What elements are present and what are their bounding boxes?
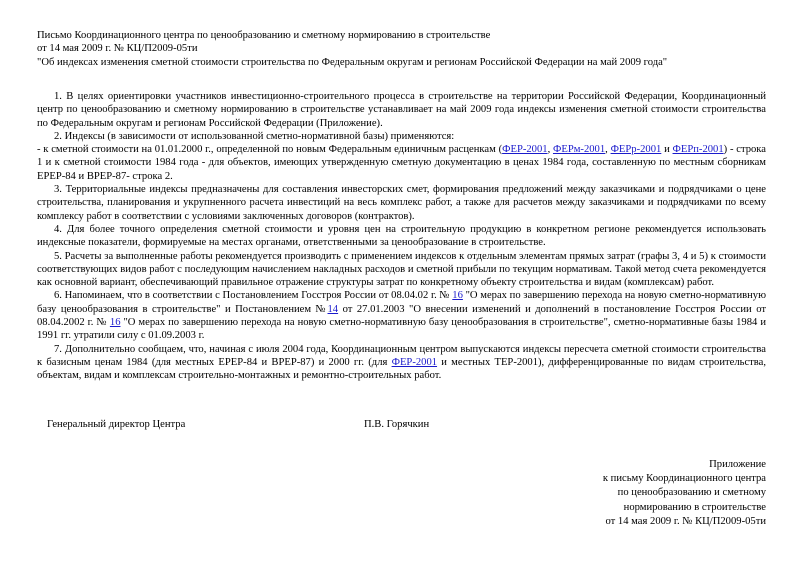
link-resolution-14[interactable]: 14 — [327, 303, 339, 315]
text-span: и местных ТЕР-2001), дифференцированные по видам строительства, объектам, видам и комплексам строительно-монтажных и ремонтно-строительных работ. — [37, 356, 767, 382]
text-span: 6. Напоминаем, что в соответствии с Постановлением Госстроя России от 08.04.02 г. № — [54, 290, 453, 302]
paragraph-1: 1. В целях ориентировки участников инвестиционно-строительного процесса в строительстве на территории Российской Федерации, Координационный центр по ценообразованию и сметному нормированию в строительстве устанавливает на май 2009 года индексы изменения сметной стоимости строительства по Федеральным округам и регионам Российской Федерации (Приложение). — [37, 91, 766, 129]
paragraph-5: 5. Расчеты за выполненные работы рекомендуется производить с применением индексов к отдельным элементам прямых затрат (графы 3, 4 и 5) к стоимости соответствующих видов работ с последующим начислением накладных расходов и сметной прибыли по текущим нормативам. Такой метод счета рекомендуется как основной вариант, обеспечивающий правильное отражение структуры затрат по конкретному объекту строительства и видам (комплексам) работ. — [37, 250, 766, 289]
link-fer-2001[interactable]: ФЕР-2001 — [502, 144, 548, 156]
link-ferm-2001[interactable]: ФЕРм-2001 — [552, 144, 606, 156]
link-ferp-2001[interactable]: ФЕРп-2001 — [672, 144, 724, 156]
text-span: "О мерах по завершению перехода на новую сметно-нормативную базу ценообразования в строительстве", сметно-нормативные базы 1984 и 1991 гг. утратили силу с 01.09.2003 г. — [37, 317, 766, 342]
document-body — [37, 90, 766, 383]
appendix-line-3: по ценообразованию и сметному — [617, 487, 766, 499]
text-span: "О мерах по завершению перехода на новую сметно-нормативную базу ценообразования в строительстве" и Постановлением № — [37, 290, 766, 315]
signatory-position: Генеральный директор Центра — [47, 419, 186, 430]
separator: и — [661, 144, 673, 156]
link-resolution-16[interactable]: 16 — [452, 290, 463, 302]
paragraph-2-item — [37, 143, 766, 183]
appendix-line-5: от 14 мая 2009 г. № КЦ/П2009-05ти — [605, 515, 766, 527]
paragraph-4: 4. Для более точного определения сметной стоимости и уровня цен на строительную продукцию в конкретном регионе рекомендуется использовать индексные показатели, формируемые на местах органами, ответственными за ценообразование в строительстве. — [37, 223, 766, 249]
separator: , — [605, 144, 611, 156]
appendix-line-4: нормированию в строительстве — [623, 501, 766, 513]
appendix-line-2: к письму Координационного центра — [602, 473, 766, 485]
separator: , — [547, 144, 553, 156]
paragraph-2: 2. Индексы (в зависимости от использованной сметно-нормативной базы) применяются: — [54, 130, 455, 142]
appendix-reference — [603, 458, 766, 529]
text-span: от 27.01.2003 "О внесении изменений и дополнений в постановление Госстроя России от 08.04.2002 г. № — [37, 303, 766, 329]
document-header — [37, 29, 777, 69]
header-line-1: Письмо Координационного центра по ценообразованию и сметному нормированию в строительстве — [37, 30, 491, 41]
appendix-line-1: Приложение — [709, 459, 766, 470]
text-span: 7. Дополнительно сообщаем, что, начиная с июля 2004 года, Координационным центром выпускаются индексы пересчета сметной стоимости строительства к базисным ценам 1984 (для местных ЕРЕР-84 и ВРЕР-87) и 2000 гг. (для — [37, 343, 766, 368]
text-span: - к сметной стоимости на 01.01.2000 г., определенной по новым Федеральным единичным расценкам ( — [37, 144, 503, 156]
text-span: ) - строка 1 и к сметной стоимости 1984 года - для объектов, имеющих утвержденную сметную документацию в ценах 1984 года, составленную по местным сборникам ЕРЕР-84 и ВРЕР-87- строка 2. — [37, 144, 766, 182]
link-fer-2001-p7[interactable]: ФЕР-2001 — [391, 356, 438, 368]
paragraph-7 — [37, 343, 766, 383]
signatory-name: П.В. Горячкин — [364, 419, 430, 430]
paragraph-3: 3. Территориальные индексы предназначены для составления инвесторских смет, формирования предложений между заказчиками и подрядчиками о цене строительства, планирования и укрупненного расчета инвестиций на весь комплекс работ, а также для расчетов между заказчиками и подрядчиками по всему комплексу работ в соответствии с условиями заключенных договоров (контрактов). — [37, 184, 766, 222]
header-line-3: "Об индексах изменения сметной стоимости строительства по Федеральным округам и регионам Российской Федерации на май 2009 года" — [37, 56, 668, 68]
header-line-2: от 14 мая 2009 г. № КЦ/П2009-05ти — [37, 43, 198, 55]
paragraph-6 — [37, 289, 766, 342]
link-resolution-16-second[interactable]: 16 — [109, 317, 121, 329]
link-ferr-2001[interactable]: ФЕРр-2001 — [610, 144, 662, 156]
